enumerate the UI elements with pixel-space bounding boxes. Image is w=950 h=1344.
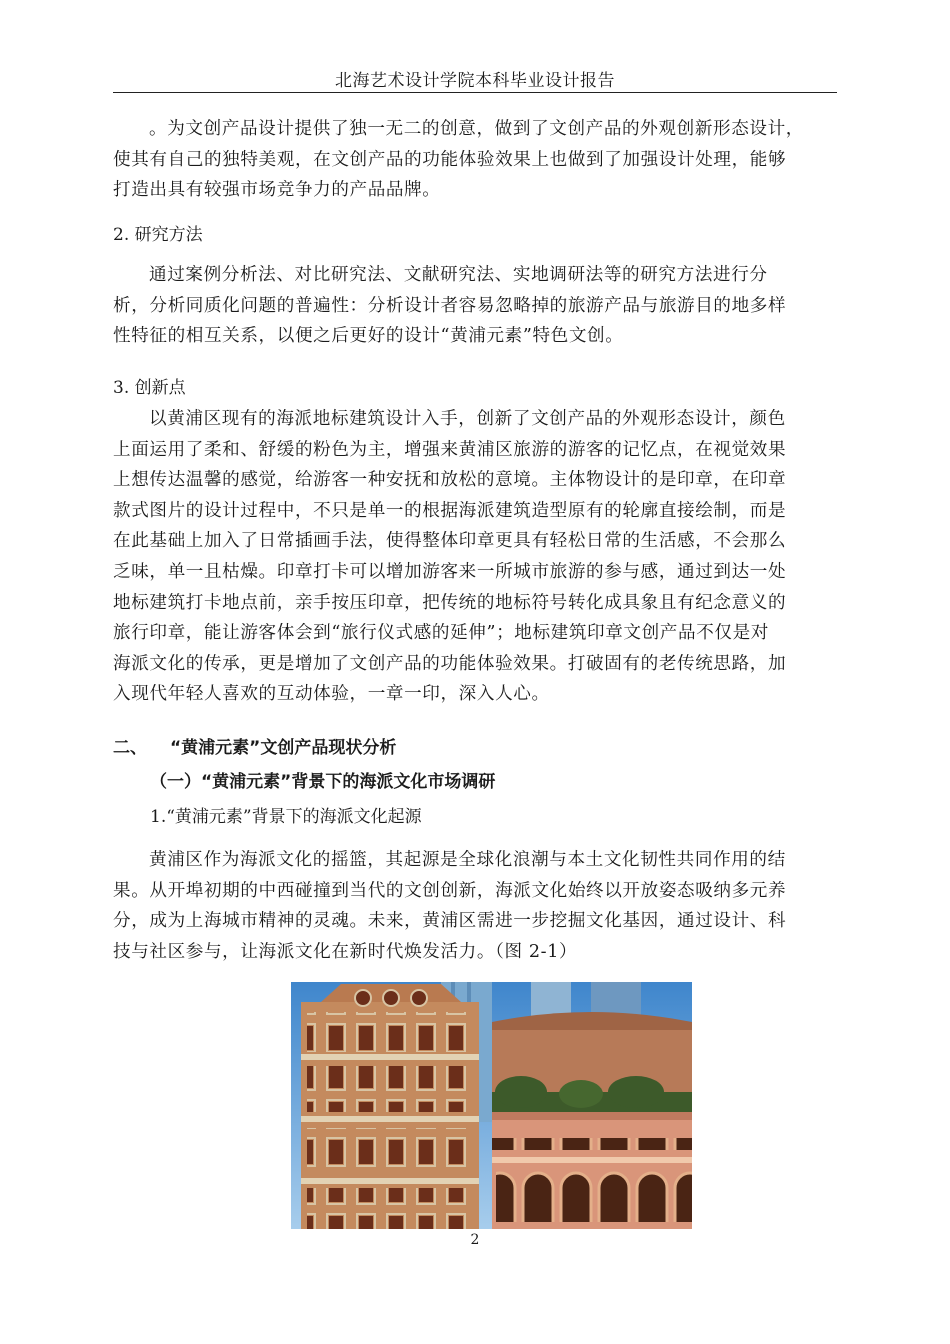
section-title: “黄浦元素”文创产品现状分析 bbox=[170, 738, 397, 758]
paragraph-innovation bbox=[113, 404, 837, 710]
subsection-title: （一）“黄浦元素”背景下的海派文化市场调研 bbox=[150, 772, 496, 792]
text-line: 在此基础上加入了日常插画手法，使得整体印章更具有轻松日常的生活感，不会那么 bbox=[113, 531, 787, 552]
heading-research-method: 2. 研究方法 bbox=[113, 225, 203, 245]
text-line: 款式图片的设计过程中，不只是单一的根据海派建筑造型原有的轮廓直接绘制，而是 bbox=[113, 500, 787, 521]
text-line: 旅行印章，能让游客体会到“旅行仪式感的延伸”；地标建筑印章文创产品不仅是对 bbox=[113, 623, 769, 644]
paragraph-intro-continued bbox=[113, 114, 837, 206]
building-photo-icon bbox=[291, 982, 692, 1229]
text-line: 使其有自己的独特美观，在文创产品的功能体验效果上也做到了加强设计处理，能够 bbox=[113, 149, 787, 170]
text-line: 入现代年轻人喜欢的互动体验，一章一印，深入人心。 bbox=[113, 684, 550, 705]
heading-innovation: 3. 创新点 bbox=[113, 378, 186, 398]
page-number: 2 bbox=[470, 1232, 480, 1248]
figure-2-1-building-photo bbox=[291, 982, 692, 1229]
text-line: 析，分析同质化问题的普遍性：分析设计者容易忽略掉的旅游产品与旅游目的地多样 bbox=[113, 295, 787, 316]
text-line: 海派文化的传承，更是增加了文创产品的功能体验效果。打破固有的老传统思路，加 bbox=[113, 653, 787, 674]
text-line: 地标建筑打卡地点前，亲手按压印章，把传统的地标符号转化成具象且有纪念意义的 bbox=[113, 592, 787, 613]
section-number: 二、 bbox=[113, 738, 147, 758]
text-line: 上面运用了柔和、舒缓的粉色为主，增强来黄浦区旅游的游客的记忆点，在视觉效果 bbox=[113, 439, 787, 460]
text-line: 分，成为上海城市精神的灵魂。未来，黄浦区需进一步挖掘文化基因，通过设计、科 bbox=[113, 911, 787, 932]
text-line: 通过案例分析法、对比研究法、文献研究法、实地调研法等的研究方法进行分 bbox=[149, 265, 768, 285]
text-line: 上想传达温馨的感觉，给游客一种安抚和放松的意境。主体物设计的是印章，在印章 bbox=[113, 470, 787, 491]
text-line: 黄浦区作为海派文化的摇篮，其起源是全球化浪潮与本土文化韧性共同作用的结 bbox=[149, 850, 786, 870]
header-rule bbox=[113, 92, 837, 93]
text-line: 。为文创产品设计提供了独一无二的创意，做到了文创产品的外观创新形态设计， bbox=[149, 119, 804, 139]
text-line: 打造出具有较强市场竞争力的产品品牌。 bbox=[113, 180, 441, 201]
text-line: 技与社区参与，让海派文化在新时代焕发活力。（图 2-1） bbox=[113, 941, 578, 962]
item-title: 1.“黄浦元素”背景下的海派文化起源 bbox=[150, 807, 422, 827]
paragraph-origin bbox=[113, 845, 837, 967]
paragraph-research-method bbox=[113, 260, 837, 352]
text-line: 乏味，单一且枯燥。印章打卡可以增加游客来一所城市旅游的参与感，通过到达一处 bbox=[113, 561, 787, 582]
text-line: 性特征的相互关系，以便之后更好的设计“黄浦元素”特色文创。 bbox=[113, 326, 624, 347]
page-header: 北海艺术设计学院本科毕业设计报告 bbox=[335, 71, 615, 91]
text-line: 果。从开埠初期的中西碰撞到当代的文创创新，海派文化始终以开放姿态吸纳多元养 bbox=[113, 880, 787, 901]
text-line: 以黄浦区现有的海派地标建筑设计入手，创新了文创产品的外观形态设计，颜色 bbox=[149, 409, 786, 429]
